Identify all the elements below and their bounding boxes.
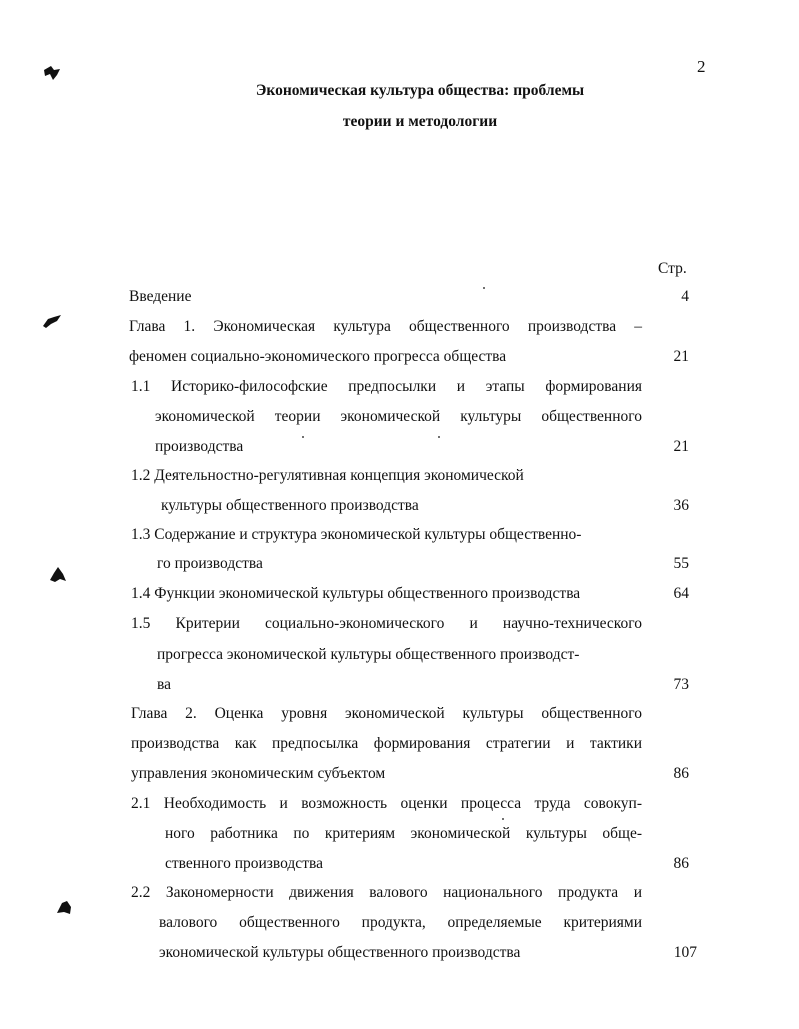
toc-entry-text: прогресса экономической культуры общественного производст- xyxy=(157,646,580,663)
toc-entry-text: Глава 2. Оценка уровня экономической культуры общественного xyxy=(131,705,642,722)
scan-mark-icon xyxy=(48,566,68,584)
scan-mark-icon xyxy=(42,312,62,330)
toc-entry-text: экономической теории экономической культуры общественного xyxy=(155,408,642,425)
toc-page-number: 86 xyxy=(673,765,689,782)
page-number: 2 xyxy=(697,57,706,76)
toc-page-number: 73 xyxy=(673,676,689,693)
toc-entry-text: ва xyxy=(157,676,171,693)
toc-entry-text: культуры общественного производства xyxy=(161,497,419,514)
toc-entry-text: 1.1 Историко-философские предпосылки и этапы формирования xyxy=(131,378,642,395)
toc-entry-text: экономической культуры общественного производства xyxy=(159,944,521,961)
toc-page-number: 107 xyxy=(673,944,697,961)
scan-speck xyxy=(502,818,504,820)
toc-entry-text: феномен социально-экономического прогресса общества xyxy=(129,348,507,365)
toc-page-number: 55 xyxy=(673,555,689,572)
toc-entry-text: валового общественного продукта, определяемые критериями xyxy=(159,914,642,931)
toc-entry-text: 1.3 Содержание и структура экономической культуры общественно- xyxy=(131,526,582,543)
toc-entry-text: 1.4 Функции экономической культуры общественного производства xyxy=(131,585,581,602)
toc-page-number: 64 xyxy=(673,585,689,602)
toc-entry-text: 1.5 Критерии социально-экономического и научно-технического xyxy=(131,615,642,632)
toc-entry-text: 2.1 Необходимость и возможность оценки процесса труда совокуп- xyxy=(131,795,642,812)
document-title-line2: теории и методологии xyxy=(342,113,498,130)
scan-speck xyxy=(483,287,485,289)
toc-entry-text: ного работника по критериям экономической культуры обще- xyxy=(165,825,642,842)
toc-entry-text: управления экономическим субъектом xyxy=(131,765,386,782)
toc-entry-text: го производства xyxy=(157,555,263,572)
scan-speck xyxy=(438,436,440,438)
toc-page-number: 21 xyxy=(673,438,689,455)
scan-mark-icon xyxy=(42,64,62,82)
toc-entry-text: 1.2 Деятельностно-регулятивная концепция экономической xyxy=(131,467,524,484)
toc-entry-text: 2.2 Закономерности движения валового национального продукта и xyxy=(131,884,642,901)
toc-page-number: 86 xyxy=(673,855,689,872)
toc-entry-text: Введение xyxy=(129,288,192,305)
scan-speck xyxy=(302,436,304,438)
toc-entry-text: ственного производства xyxy=(165,855,323,872)
toc-entry-text: производства xyxy=(155,438,244,455)
scan-mark-icon xyxy=(54,899,74,917)
document-title-line1: Экономическая культура общества: проблемы xyxy=(255,82,585,99)
toc-page-number: 21 xyxy=(673,348,689,365)
page-column-header: Стр. xyxy=(658,260,687,277)
toc-page-number: 4 xyxy=(681,288,689,305)
toc-entry-text: Глава 1. Экономическая культура общественного производства – xyxy=(129,318,642,335)
toc-page-number: 36 xyxy=(673,497,689,514)
toc-entry-text: производства как предпосылка формирования стратегии и тактики xyxy=(131,735,642,752)
